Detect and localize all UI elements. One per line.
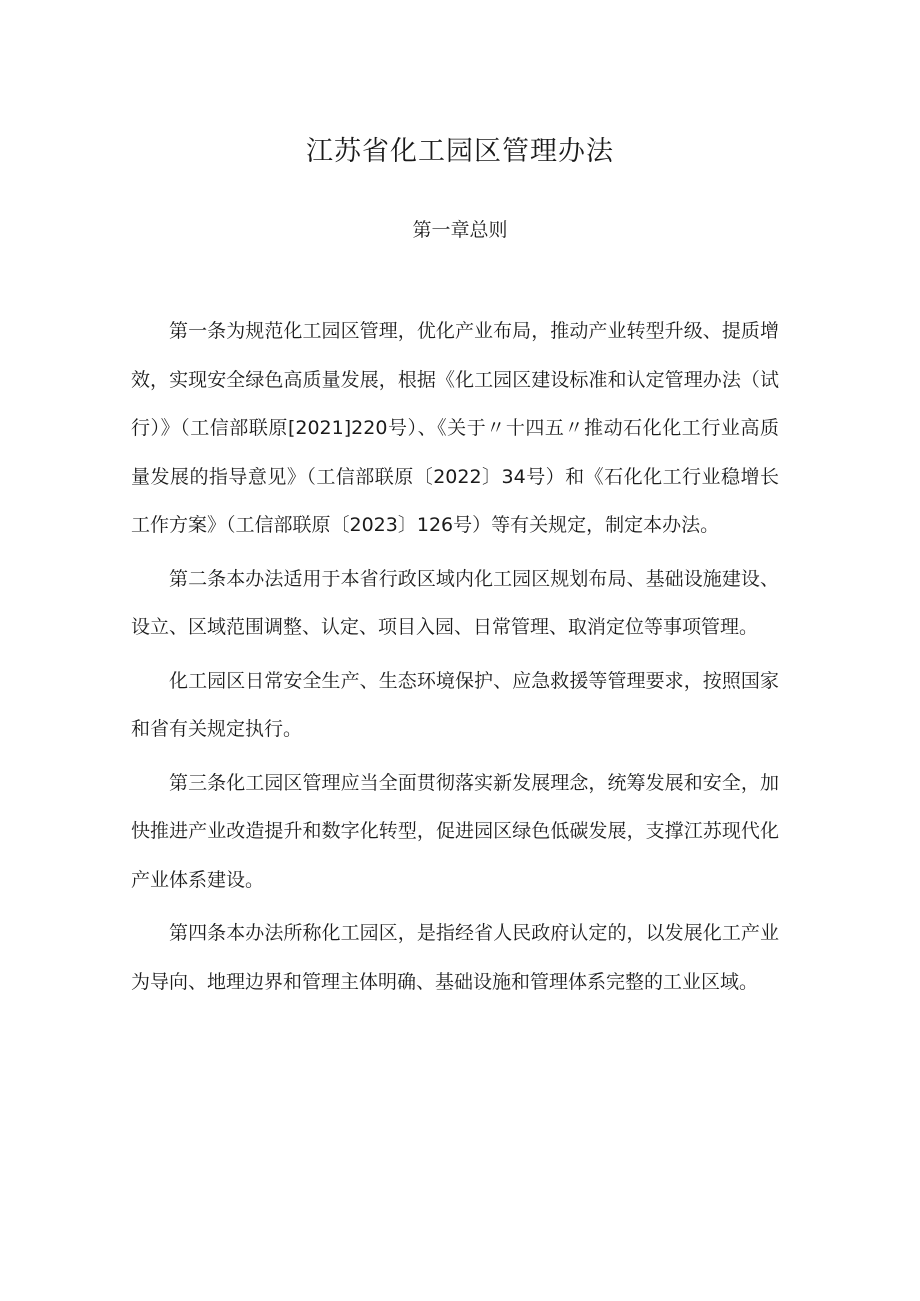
- article-2-paragraph: 第二条本办法适用于本省行政区域内化工园区规划布局、基础设施建设、设立、区域范围调整、认定、项目入园、日常管理、取消定位等事项管理。: [131, 567, 779, 638]
- article-3-paragraph: 第三条化工园区管理应当全面贯彻落实新发展理念，统筹发展和安全，加快推进产业改造提升和数字化转型，促进园区绿色低碳发展，支撑江苏现代化产业体系建设。: [131, 771, 779, 891]
- chapter-heading: 第一章总则: [412, 219, 508, 241]
- document-title: 江苏省化工园区管理办法: [306, 136, 614, 168]
- article-2-supplement-paragraph: 化工园区日常安全生产、生态环境保护、应急救援等管理要求，按照国家和省有关规定执行。: [131, 669, 779, 740]
- article-4-paragraph: 第四条本办法所称化工园区，是指经省人民政府认定的，以发展化工产业为导向、地理边界和管理主体明确、基础设施和管理体系完整的工业区域。: [131, 922, 779, 993]
- article-1-paragraph: 第一条为规范化工园区管理，优化产业布局，推动产业转型升级、提质增效，实现安全绿色高质量发展，根据《化工园区建设标准和认定管理办法（试行）》（工信部联原[2021]220号）、《关于〃十四五〃推动石化化工行业高质量发展的指导意见》（工信部联原〔2022〕34号）和《石化化工行业稳增长工作方案》（工信部联原〔2023〕126号）等有关规定，制定本办法。: [131, 320, 779, 536]
- document-body: [131, 307, 779, 1011]
